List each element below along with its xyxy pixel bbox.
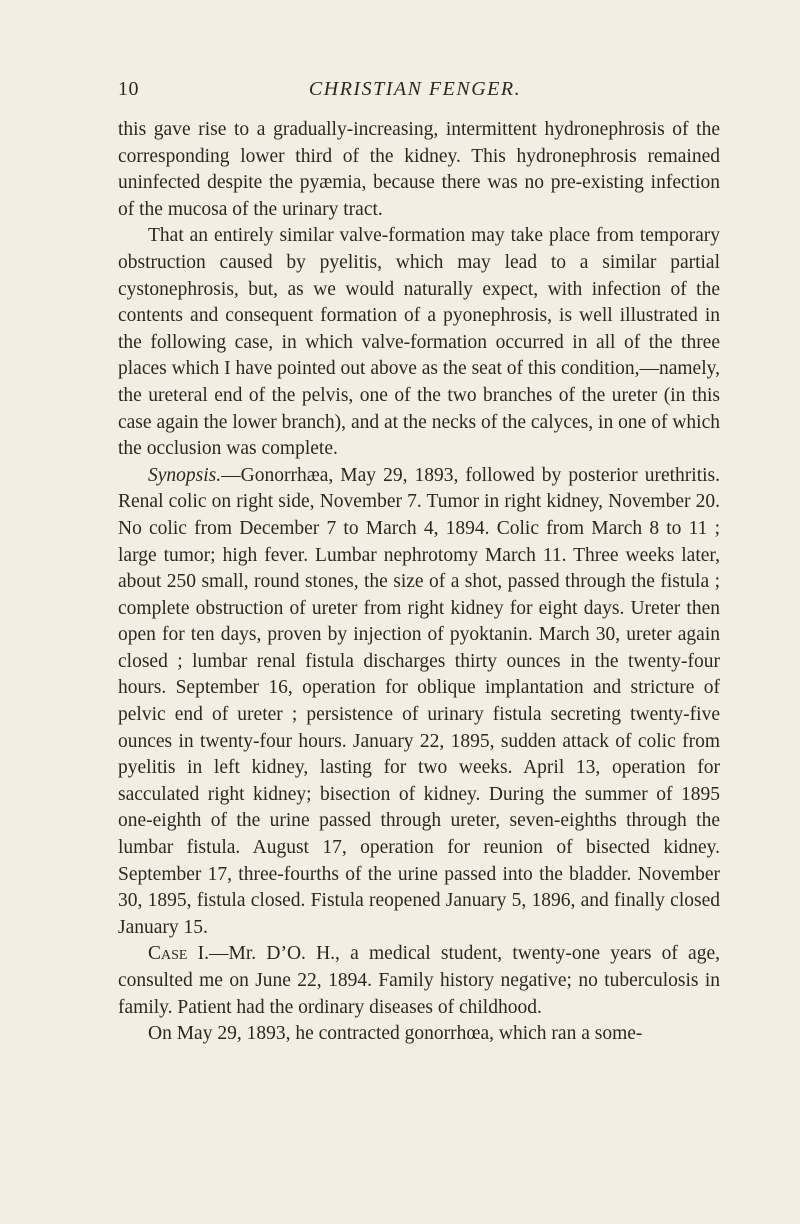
paragraph-synopsis	[118, 463, 720, 942]
paragraph-case-one	[118, 941, 720, 1021]
paragraph-history	[118, 1021, 720, 1048]
paragraph-valve-formation	[118, 223, 720, 462]
paragraph-text: this gave rise to a gradually-increasing, intermittent hydronephrosis of the corresponding lower third of the kidney. This hydronephrosis remained uninfected despite the pyæmia, because there was no pre-existing infection of the mucosa of the urinary tract.	[118, 119, 720, 220]
running-title: CHRISTIAN FENGER.	[308, 78, 522, 100]
page-header	[118, 78, 712, 108]
paragraph-continuation	[118, 117, 720, 223]
case-label: Case I.	[148, 943, 210, 965]
paragraph-text: —Gonorrhæa, May 29, 1893, followed by posterior urethritis. Renal colic on right side, November 7. Tumor in right kidney, November 20. No colic from December 7 to March 4, 1894. Colic from March 8 to 11 ; large tumor; high fever. Lumbar nephrotomy March 11. Three weeks later, about 250 small, round stones, the size of a shot, passed through the fistula ; complete obstruction of ureter from right kidney for eight days. Ureter then open for ten days, proven by injection of pyoktanin. March 30, ureter again closed ; lumbar renal fistula discharges thirty ounces in the twenty-four hours. September 16, operation for oblique implantation and stricture of pelvic end of ureter ; persistence of urinary fistula secreting twenty-five ounces in twenty-four hours. January 22, 1895, sudden attack of colic from pyelitis in left kidney, lasting for two weeks. April 13, operation for sacculated right kidney; bisection of kidney. During the summer of 1895 one-eighth of the urine passed through ureter, seven-eighths through the lumbar fistula. August 17, operation for reunion of bisected kidney. September 17, three-fourths of the urine passed into the bladder. November 30, 1895, fistula closed. Fistula reopened January 5, 1896, and finally closed January 15.	[118, 464, 720, 938]
page-number: 10	[118, 78, 139, 100]
body-text	[118, 117, 720, 1048]
synopsis-label: Synopsis.	[148, 464, 222, 486]
paragraph-text: On May 29, 1893, he contracted gonorrhœa, which ran a some-	[148, 1023, 643, 1045]
paragraph-text: That an entirely similar valve-formation may take place from temporary obstruction caused by pyelitis, which may lead to a similar partial cystonephrosis, but, as we would naturally expect, with infection of the contents and consequent formation of a pyonephrosis, is well illustrated in the following case, in which valve-formation occurred in all of the three places which I have pointed out above as the seat of this condition,—namely, the ureteral end of the pelvis, one of the two branches of the ureter (in this case again the lower branch), and at the necks of the calyces, in one of which the occlusion was complete.	[118, 225, 720, 460]
paragraph-text: —Mr. D’O. H., a medical student, twenty-one years of age, consulted me on June 22, 1894. Family history negative; no tuberculosis in family. Patient had the ordinary diseases of childhood.	[118, 943, 720, 1018]
